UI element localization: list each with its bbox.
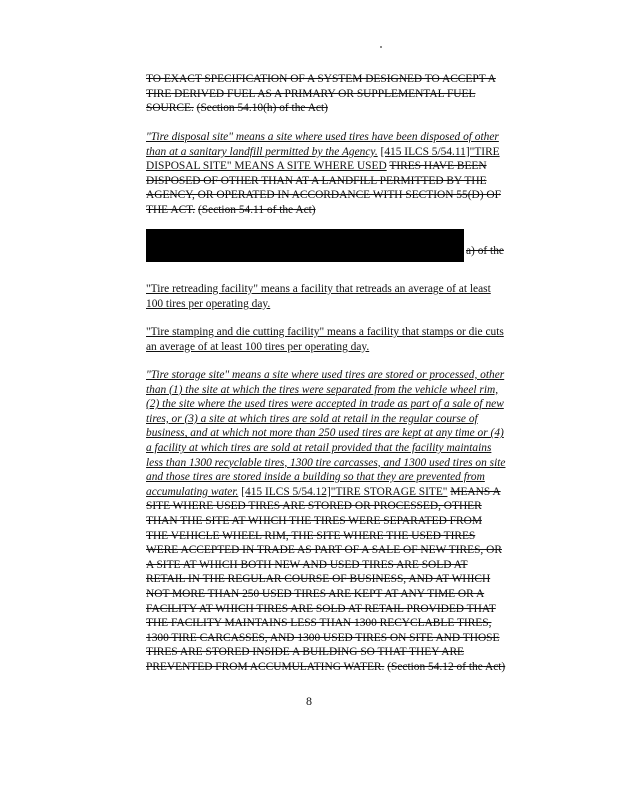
speck-mark [380,46,382,48]
section-citation: (Section 54.10(h) of the Act) [196,102,328,115]
struck-text: TO EXACT SPECIFICATION OF A SYSTEM DESIGNED TO ACCEPT A TIRE DERIVED FUEL AS A PRIMARY OR SUPPLEMENTAL FUEL SOURCE. [146,73,496,115]
paragraph-tire-retreading-facility [146,282,506,311]
underlined-text: "Tire stamping and die cutting facility" means a facility that stamps or die cuts an average of at least 100 tires per operating day. [146,326,504,353]
redacted-line-tail: a) of the [466,245,504,257]
underlined-text: [415 ILCS 5/54.12]"TIRE STORAGE SITE" [241,485,448,498]
paragraph-tire-stamping-facility [146,325,506,354]
section-citation: (Section 54.11 of the Act) [198,203,316,216]
struck-text: MEANS A SITE WHERE USED TIRES ARE STORED OR PROCESSED, OTHER THAN THE SITE AT WHICH THE TIRES WERE SEPARATED FROM THE VEHICLE WHEEL RIM, THE SITE WHERE THE USED TIRES WERE ACCEPTED IN TRADE AS PART OF A SALE OF NEW TIRES, OR A SITE AT WHICH BOTH NEW AND USED TIRES ARE SOLD AT RETAIL IN THE REGULAR COURSE OF BUSINESS, AND AT WHICH NOT MORE THAN 250 USED TIRES ARE KEPT AT ANY TIME OR A FACILITY AT WHICH TIRES ARE SOLD AT RETAIL PROVIDED THAT THE FACILITY MAINTAINS LESS THAN 1300 RECYCLABLE TIRES, 1300 TIRE CARCASSES, AND 1300 USED TIRES ON SITE AND THOSE TIRES ARE STORED INSIDE A BUILDING SO THAT THEY ARE PREVENTED FROM ACCUMULATING WATER. [146,485,502,673]
redaction-box [146,229,464,262]
section-citation: (Section 54.12 of the Act) [387,660,506,673]
paragraph-tire-disposal-site [146,130,506,218]
defined-term-text: "Tire disposal site" means a site where used tires have been disposed of other than at a sanitary landfill permitted by the Agency. [146,131,499,158]
page-number: 8 [306,694,312,708]
defined-term-text: "Tire storage site" means a site where used tires are stored or processed, other than (1) the site at which the tires were separated from the vehicle wheel rim, (2) the site where the used tires were accepted in trade as part of a sale of new tires, or (3) a site at which tires are sold at retail in the regular course of business, and at which not more than 250 used tires are kept at any time or (4) a facility at which tires are sold at retail provided that the facility maintains less than 1300 recyclable tires, 1300 tire carcasses, and 1300 used tires on site and those tires are stored inside a building so that they are prevented from accumulating water. [146,369,506,498]
paragraph-tire-storage-site [146,368,506,674]
paragraph-fuel-source [146,72,506,116]
underlined-text: "Tire retreading facility" means a facility that retreads an average of at least 100 tires per operating day. [146,283,491,310]
underlined-text: [415 ILCS 5/54.11]"TIRE DISPOSAL SITE" MEANS A SITE WHERE USED [146,145,500,173]
struck-text: TIRES HAVE BEEN DISPOSED OF OTHER THAN AT A LANDFILL PERMITTED BY THE AGENCY, OR OPERATED IN ACCORDANCE WITH SECTION 55(D) OF THE ACT. [146,160,501,216]
